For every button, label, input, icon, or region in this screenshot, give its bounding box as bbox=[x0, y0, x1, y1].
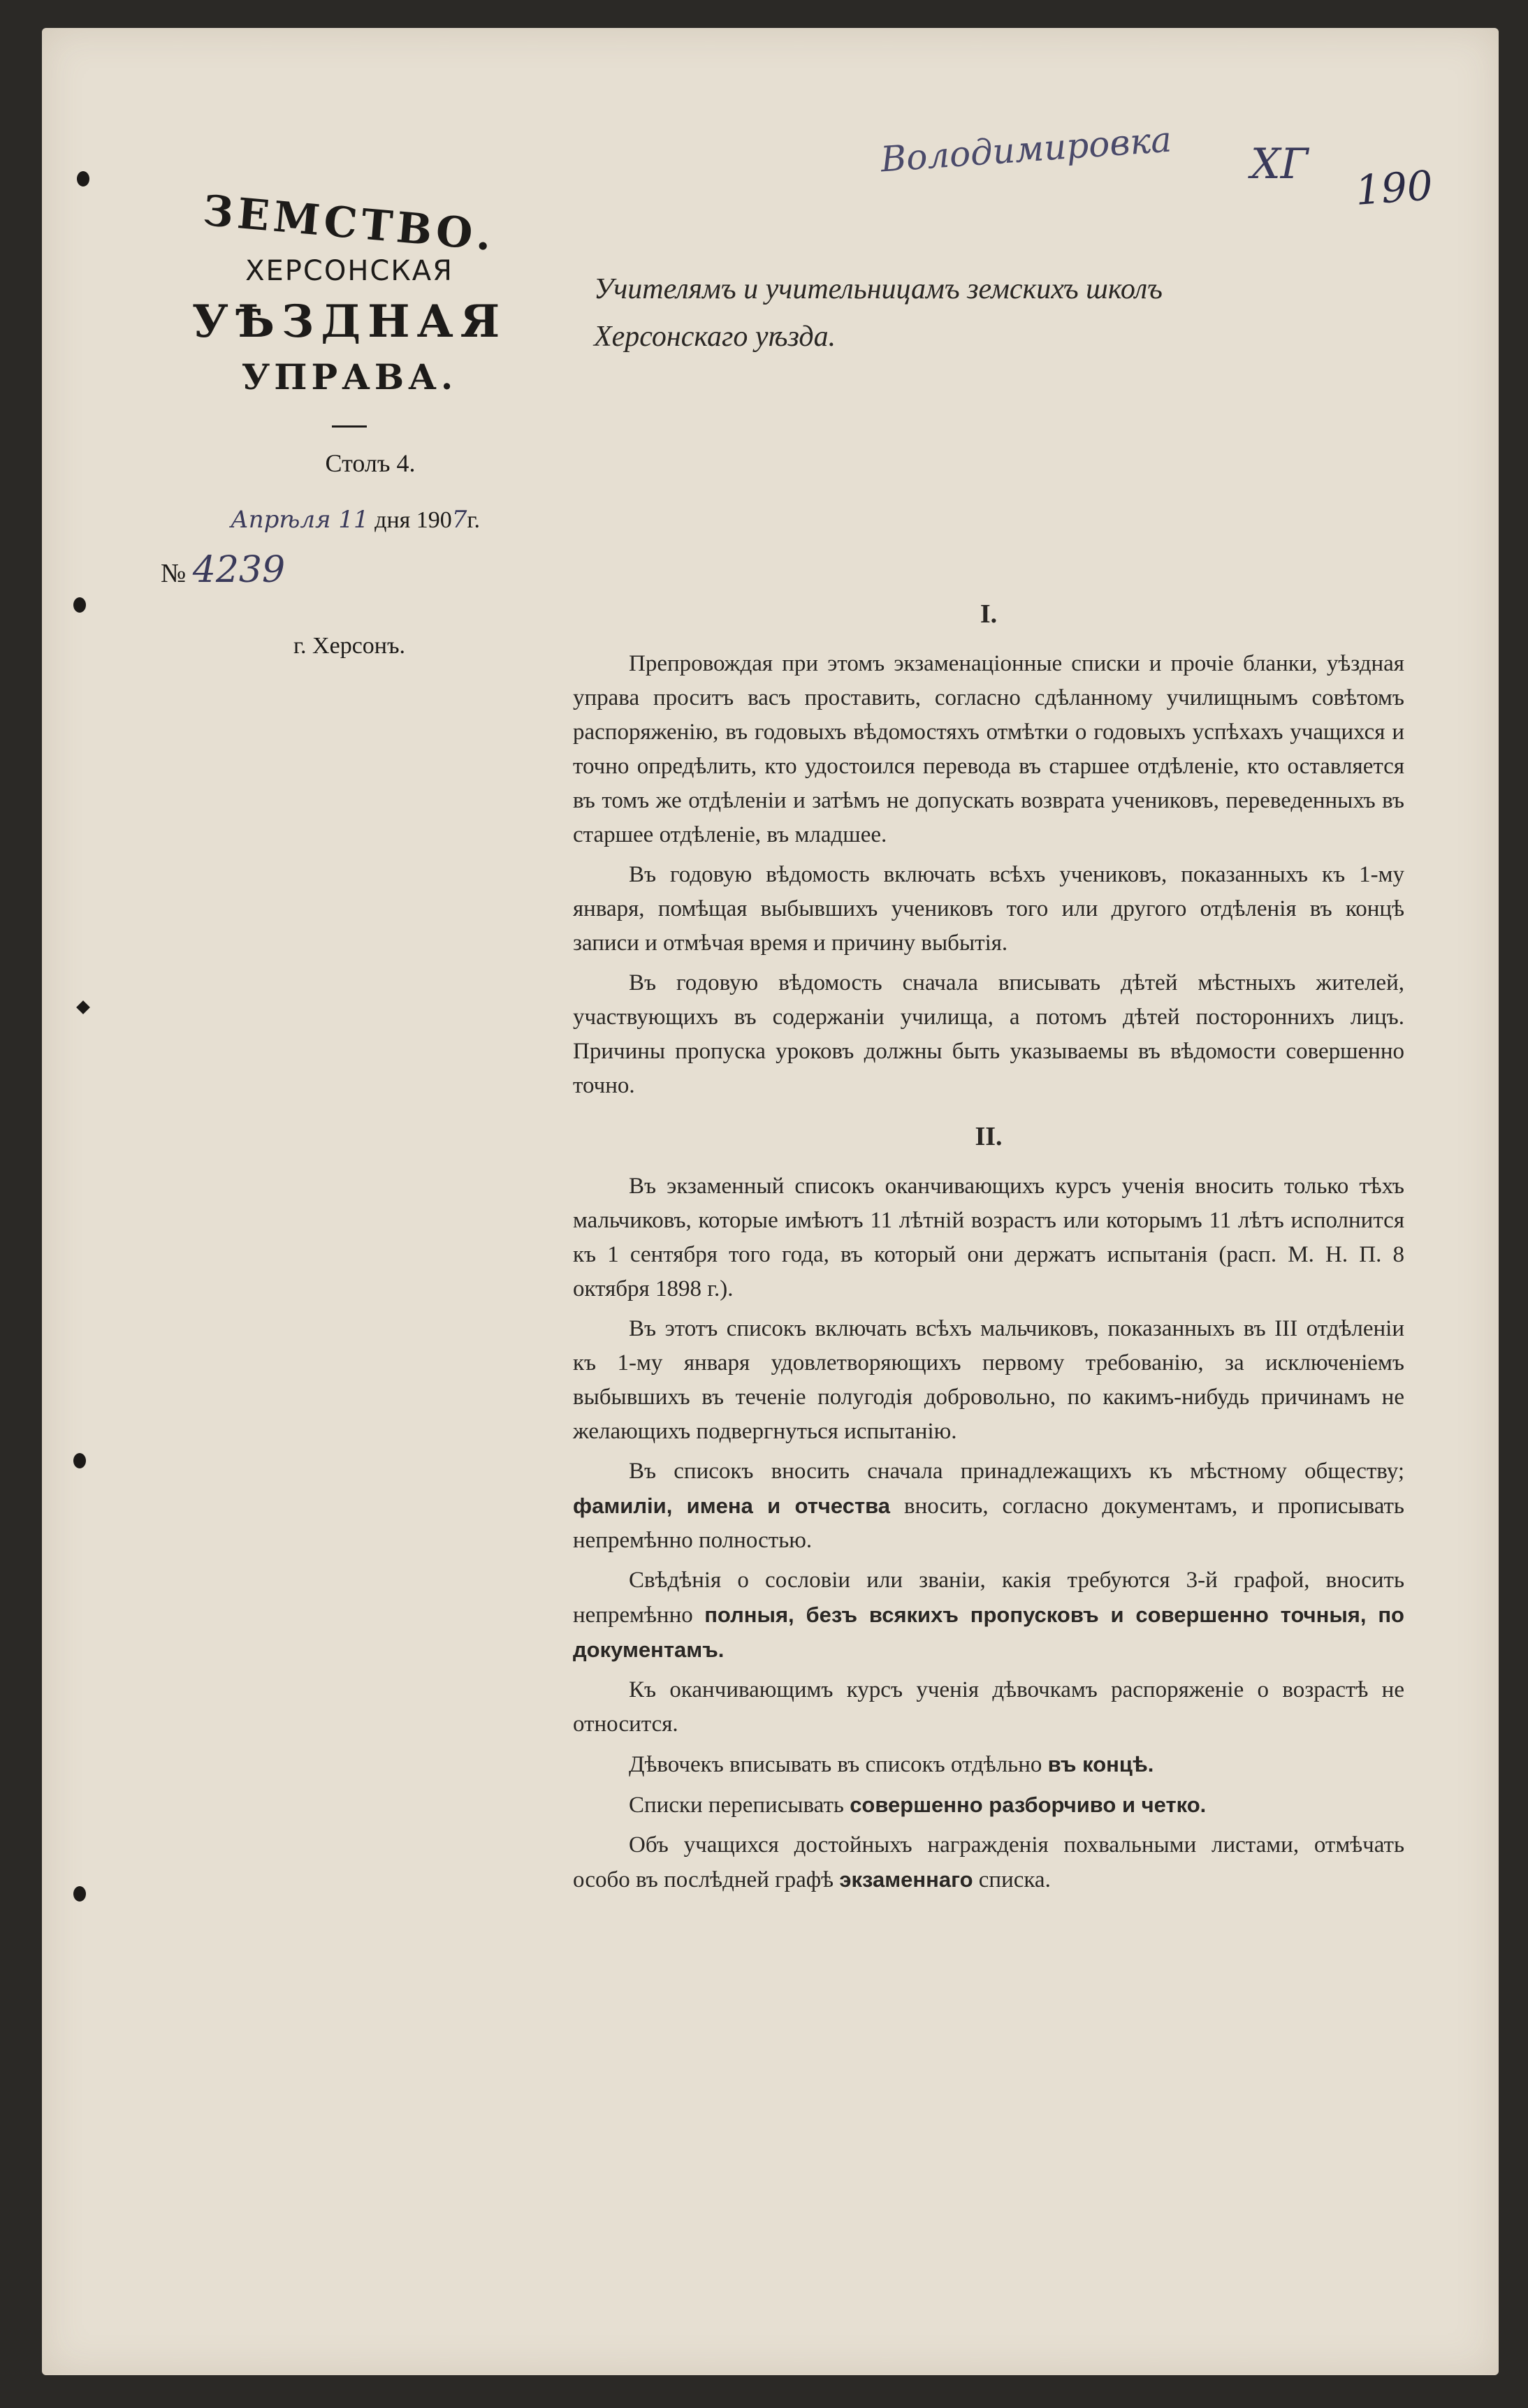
section-2-paragraph bbox=[573, 1563, 1404, 1668]
table-number: Столъ 4. bbox=[325, 449, 416, 477]
document-body bbox=[573, 597, 1404, 1903]
section-2-paragraph: Въ экзаменный списокъ оканчивающихъ курсъ ученія вносить только тѣхъ мальчиковъ, которые имѣютъ 11 лѣтній возрастъ или которымъ 11 лѣтъ исполнится къ 1 сентября того года, въ который они держатъ испытанія (расп. М. Н. П. 8 октября 1898 г.). bbox=[573, 1174, 1404, 1301]
section-1-heading: I. bbox=[980, 599, 998, 629]
section-2-paragraph bbox=[573, 1828, 1404, 1897]
bold-text: фамиліи, имена и отчества bbox=[573, 1494, 891, 1518]
text-run: Дѣвочекъ вписывать въ списокъ отдѣльно bbox=[629, 1752, 1048, 1777]
bold-text: экзаменнаго bbox=[839, 1867, 973, 1892]
bold-text: полныя, безъ всякихъ пропусковъ и совершенно точныя, по документамъ. bbox=[573, 1603, 1404, 1662]
date-year-handwritten: 7 bbox=[451, 506, 467, 534]
letterhead-kherson: ХЕРСОНСКАЯ bbox=[245, 255, 453, 287]
address-block bbox=[594, 265, 1446, 360]
text-run: списка. bbox=[973, 1867, 1051, 1892]
address-line-1: Учителямъ и учительницамъ земскихъ школъ bbox=[594, 273, 1163, 305]
binding-hole bbox=[77, 171, 89, 187]
binding-hole bbox=[73, 1453, 86, 1468]
address-line-2: Херсонскаго уѣзда. bbox=[594, 321, 836, 353]
document-number bbox=[161, 549, 552, 591]
number-handwritten: 4239 bbox=[192, 549, 286, 591]
text-run: Списки переписывать bbox=[629, 1793, 850, 1818]
number-prefix: № bbox=[161, 559, 187, 588]
text-run: вносить, согласно документамъ, и прописывать непремѣнно полностью. bbox=[573, 1494, 1404, 1553]
binding-hole bbox=[73, 1886, 86, 1902]
letterhead-uyezd: УѢЗДНАЯ bbox=[191, 295, 507, 348]
document-date bbox=[231, 506, 552, 534]
handwritten-mark: ХГ bbox=[1251, 140, 1309, 189]
bold-text: въ концѣ. bbox=[1047, 1752, 1154, 1776]
letterhead-divider bbox=[332, 425, 367, 428]
section-1-paragraph: Въ годовую вѣдомость включать всѣхъ учениковъ, показанныхъ къ 1-му января, помѣщая выбывшихъ учениковъ того или другого отдѣленія въ концѣ записи и отмѣчая время и причину выбытія. bbox=[573, 862, 1404, 956]
text-run: Объ учащихся достойныхъ награжденія похвальными листами, отмѣчать особо въ послѣдней графѣ bbox=[573, 1832, 1404, 1892]
section-2-paragraph bbox=[573, 1747, 1404, 1782]
bold-text: совершенно разборчиво и четко. bbox=[850, 1793, 1207, 1817]
section-2-paragraph: Къ оканчивающимъ курсъ ученія дѣвочкамъ распоряженіе о возрастѣ не относится. bbox=[573, 1677, 1404, 1737]
section-1-paragraph: Въ годовую вѣдомость сначала вписывать дѣтей мѣстныхъ жителей, участвующихъ въ содержаніи училища, а потомъ дѣтей постороннихъ лицъ. Причины пропуска уроковъ должны быть указываемы въ вѣдомости совершенно точно. bbox=[573, 970, 1404, 1098]
letterhead-zemstvo: ЗЕМСТВО. bbox=[201, 186, 498, 261]
section-1-paragraph: Препровождая при этомъ экзаменаціонные списки и прочіе бланки, уѣздная управа проситъ васъ проставить, согласно сдѣланному училищнымъ совѣтомъ распоряженію, въ годовыхъ вѣдомостяхъ отмѣтки о годовыхъ успѣхахъ учащихся и точно опредѣлить, кто удостоился перевода въ старшее отдѣленіе, кто оставляется въ томъ же отдѣленіи и затѣмъ не допускать возврата учениковъ, переведенныхъ въ старшее отдѣленіе, въ младшее. bbox=[573, 651, 1404, 847]
date-day: дня 190 bbox=[374, 507, 452, 533]
letterhead bbox=[147, 186, 552, 659]
page-number: 190 bbox=[1353, 161, 1434, 214]
city: г. Херсонъ. bbox=[293, 633, 406, 659]
handwritten-village-name: Володимировка bbox=[879, 119, 1173, 180]
section-2-paragraph: Въ этотъ списокъ включать всѣхъ мальчиковъ, показанныхъ въ III отдѣленіи къ 1-му января удовлетворяющихъ первому требованію, за исключеніемъ выбывшихъ въ теченіе полугодія добровольно, по какимъ-нибудь причинамъ не желающихъ подвергнуться испытанію. bbox=[573, 1316, 1404, 1444]
document-page bbox=[42, 28, 1499, 2375]
section-2-heading: II. bbox=[975, 1122, 1003, 1151]
binding-hole bbox=[73, 597, 86, 613]
section-2-paragraph bbox=[573, 1454, 1404, 1558]
letterhead-uprava: УПРАВА. bbox=[241, 356, 458, 397]
date-handwritten: Апрѣля 11 bbox=[231, 506, 369, 534]
binding-mark bbox=[76, 1000, 90, 1014]
text-run: Въ списокъ вносить сначала принадлежащихъ къ мѣстному обществу; bbox=[629, 1459, 1404, 1484]
text-run: Свѣдѣнія о сословіи или званіи, какія требуются 3-й графой, вносить непремѣнно bbox=[573, 1568, 1404, 1628]
date-suffix: г. bbox=[467, 507, 481, 533]
section-2-paragraph bbox=[573, 1788, 1404, 1823]
